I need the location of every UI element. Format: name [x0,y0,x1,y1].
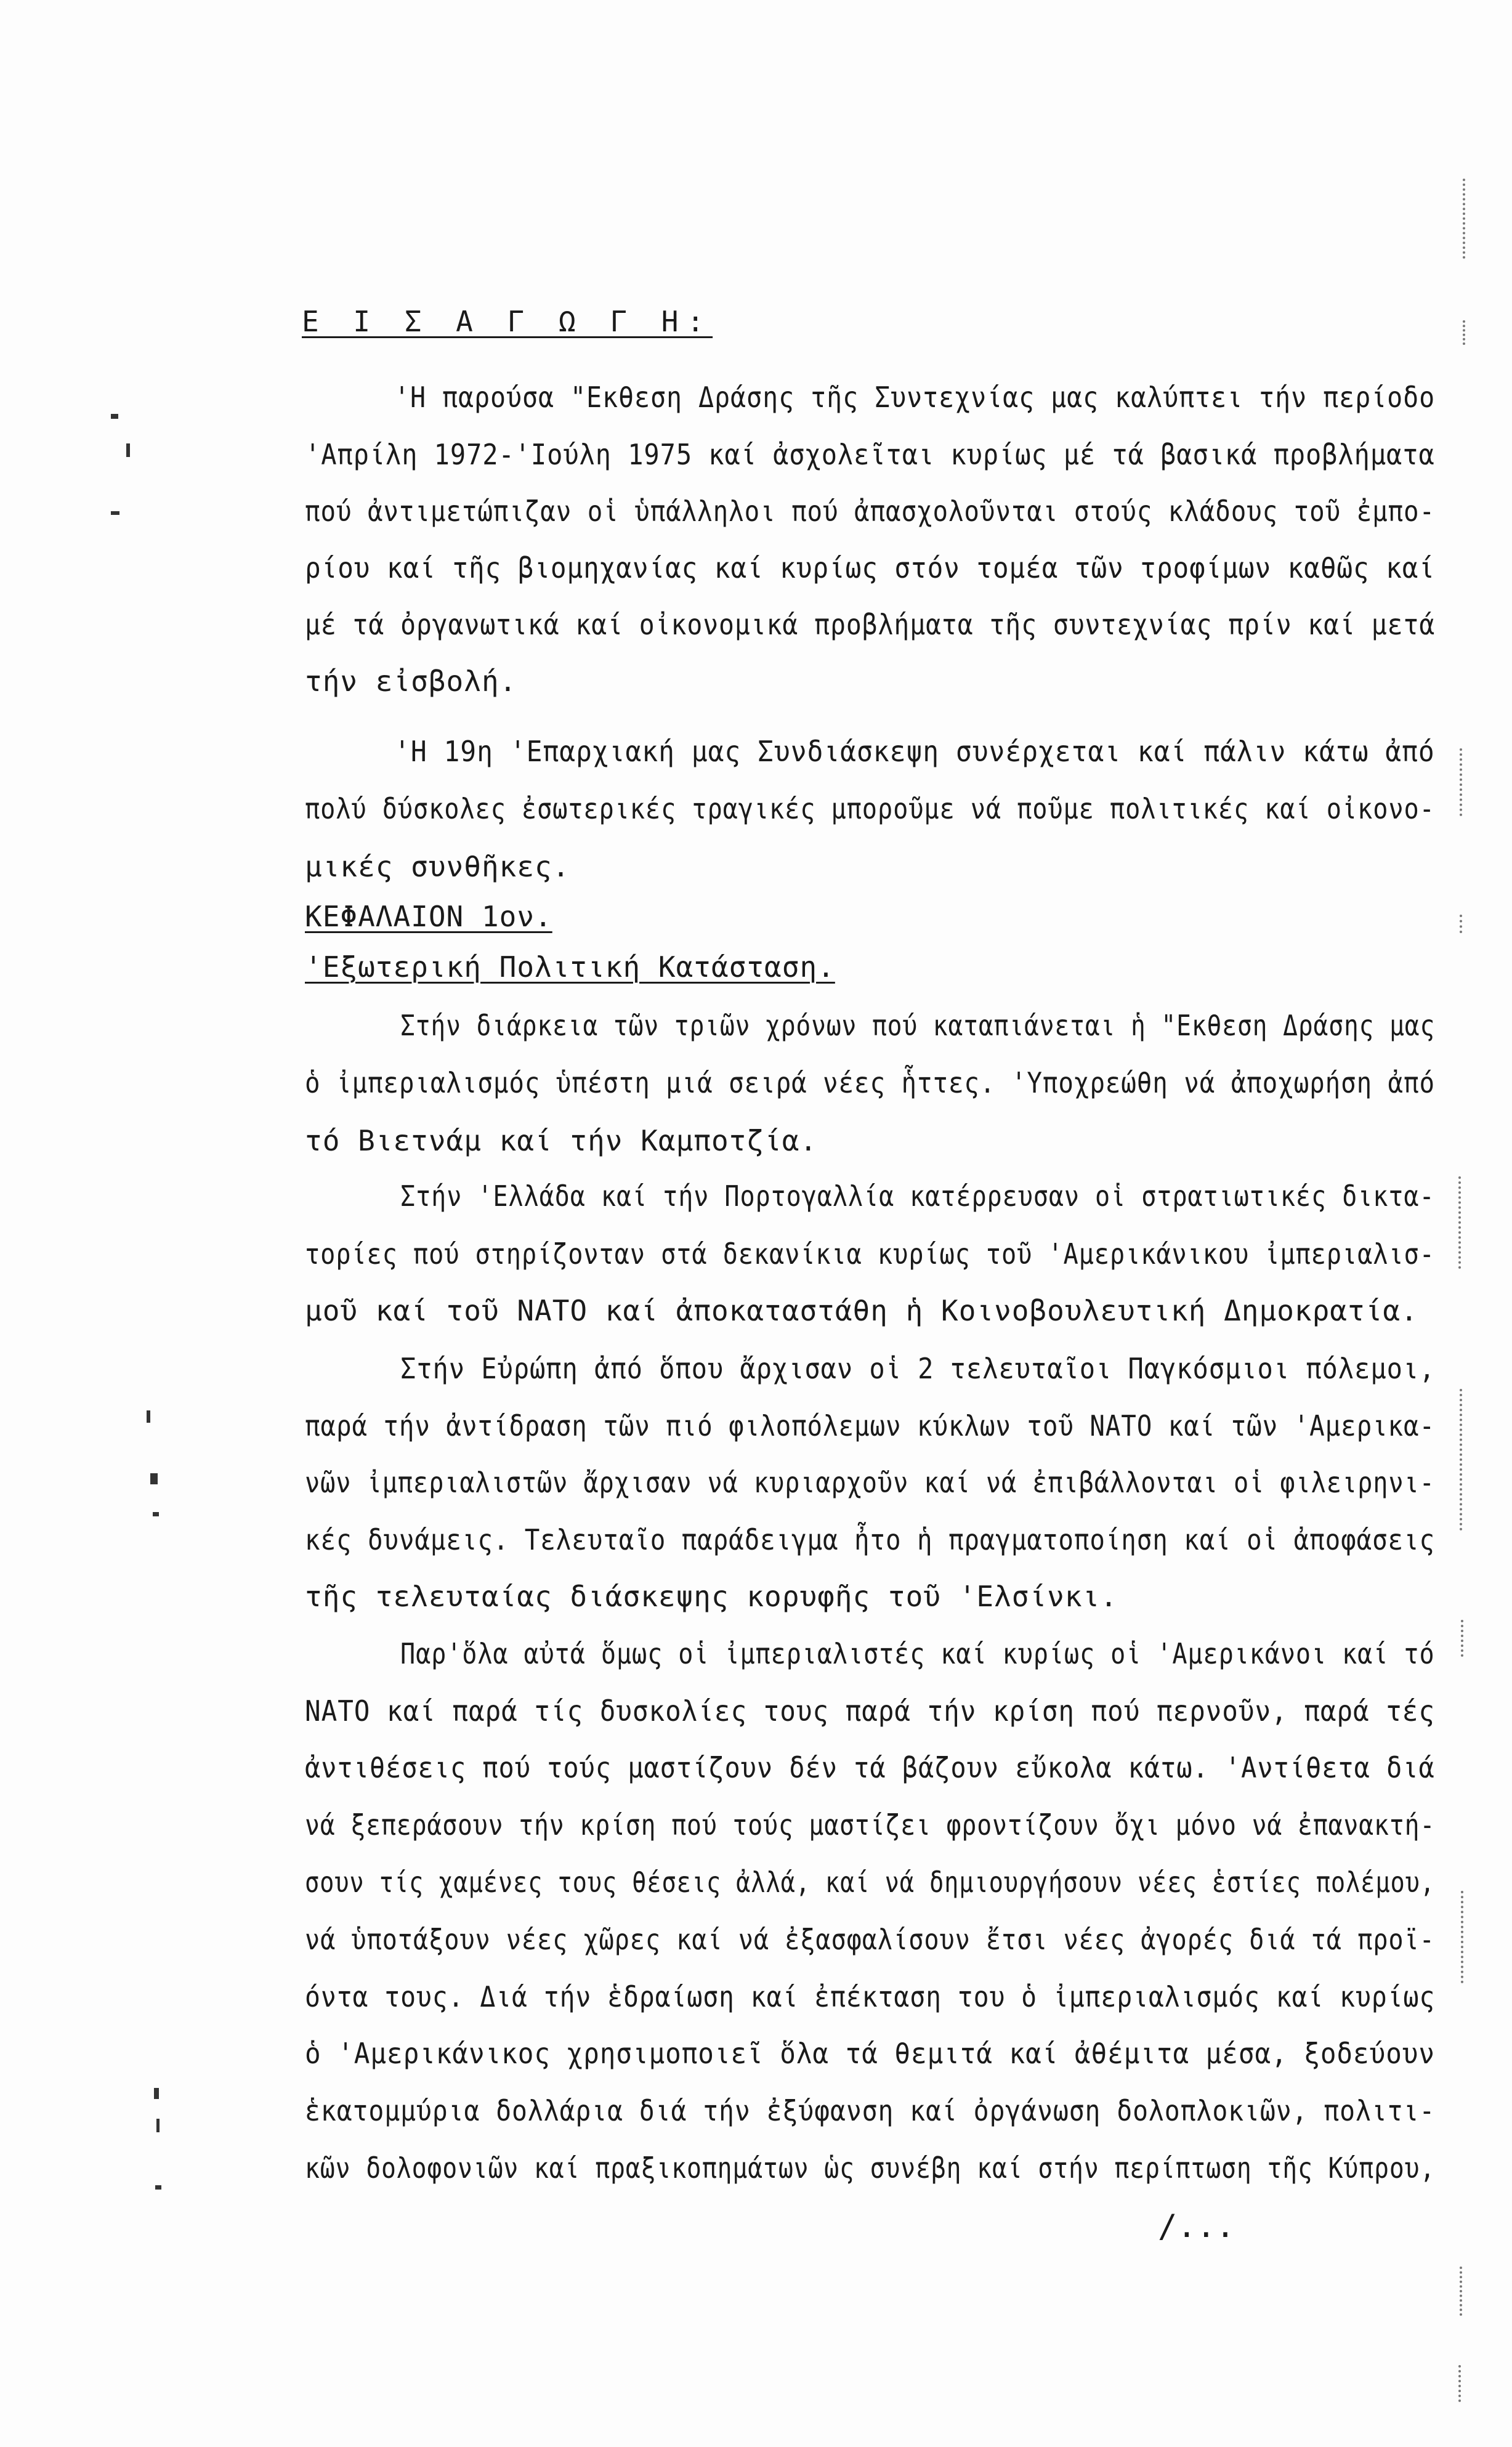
text-line: ΝΑΤΟ καί παρά τίς δυσκολίες τους παρά τήν κρίση πού περνοῦν, παρά τές [305,1694,1435,1728]
text-line: τορίες πού στηρίζονταν στά δεκανίκια κυρίως τοῦ 'Αμερικάνικου ἰμπεριαλισ- [305,1237,1435,1271]
text-line: ἑκατομμύρια δολλάρια διά τήν ἐξύφανση καί ὀργάνωση δολοπλοκιῶν, πολιτι- [305,2094,1436,2127]
text-line: τήν εἰσβολή. [305,665,517,698]
text-line: πού ἀντιμετώπιζαν οἱ ὑπάλληλοι πού ἀπασχολοῦνται στούς κλάδους τοῦ ἐμπο- [305,495,1436,528]
text-line: Στήν Εὐρώπη ἀπό ὅπου ἄρχισαν οἱ 2 τελευταῖοι Παγκόσμιοι πόλεμοι, [400,1352,1436,1385]
chapter-heading: ΚΕΦΑΛΑΙΟΝ 1ον. [305,900,552,933]
text-line: 'Απρίλη 1972-'Ιούλη 1975 καί ἀσχολεῖται κυρίως μέ τά βασικά προβλήματα [305,438,1435,471]
text-line: μοῦ καί τοῦ ΝΑΤΟ καί ἀποκαταστάθη ἡ Κοινοβουλευτική Δημοκρατία. [305,1294,1418,1327]
text-line: πολύ δύσκολες ἐσωτερικές τραγικές μποροῦμε νά ποῦμε πολιτικές καί οἰκονο- [305,792,1435,825]
margin-mark [150,1473,158,1484]
text-line: 'Η παρούσα "Εκθεση Δράσης τῆς Συντεχνίας μας καλύπτει τήν περίοδο [394,381,1436,414]
text-line: Παρ'ὅλα αὐτά ὅμως οἱ ἰμπεριαλιστές καί κυρίως οἱ 'Αμερικάνοι καί τό [400,1637,1435,1670]
margin-mark [156,2119,160,2132]
margin-mark [153,1512,159,1516]
margin-dots [1460,1389,1465,1531]
margin-mark [111,511,119,515]
margin-dots [1463,320,1468,345]
text-line: όντα τους. Διά τήν ἑδραίωση καί ἐπέκταση του ὁ ἰμπεριαλισμός καί κυρίως [305,1980,1436,2013]
text-line: κές δυνάμεις. Τελευταῖο παράδειγμα ἦτο ἡ πραγματοποίηση καί οἱ ἀποφάσεις [305,1523,1436,1556]
text-line: κῶν δολοφονιῶν καί πραξικοπημάτων ὡς συνέβη καί στήν περίπτωση τῆς Κύπρου, [305,2151,1436,2185]
text-line: μικές συνθῆκες. [305,850,570,883]
margin-mark [126,443,130,457]
margin-mark [147,1410,150,1423]
text-line: νῶν ἰμπεριαλιστῶν ἄρχισαν νά κυριαρχοῦν καί νά ἐπιβάλλονται οἱ φιλειρηνι- [305,1466,1435,1499]
margin-dots [1461,1620,1466,1657]
text-line: παρά τήν ἀντίδραση τῶν πιό φιλοπόλεμων κύκλων τοῦ ΝΑΤΟ καί τῶν 'Αμερικα- [305,1409,1436,1442]
text-line: Στήν 'Ελλάδα καί τήν Πορτογαλλία κατέρρευσαν οἱ στρατιωτικές δικτα- [400,1179,1435,1213]
margin-mark [155,2185,161,2190]
text-line: Στήν διάρκεια τῶν τριῶν χρόνων πού καταπιάνεται ἡ "Εκθεση Δράσης μας [400,1009,1436,1042]
section-heading: 'Εξωτερική Πολιτική Κατάσταση. [305,950,835,984]
text-line: ρίου καί τῆς βιομηχανίας καί κυρίως στόν τομέα τῶν τροφίμων καθῶς καί [305,551,1435,584]
margin-mark [154,2088,159,2099]
text-line: ἀντιθέσεις πού τούς μαστίζουν δέν τά βάζουν εὔκολα κάτω. 'Αντίθετα διά [305,1751,1435,1784]
text-line: νά ὑποτάξουν νέες χῶρες καί νά ἐξασφαλίσουν ἔτσι νέες ἀγορές διά τά προϊ- [305,1923,1435,1956]
text-line: 'Η 19η 'Επαρχιακή μας Συνδιάσκεψη συνέρχεται καί πάλιν κάτω ἀπό [394,735,1435,768]
margin-dots [1463,179,1468,259]
margin-dots [1458,2365,1463,2402]
text-line: τῆς τελευταίας διάσκεψης κορυφῆς τοῦ 'Ελσίνκι. [305,1580,1118,1613]
document-title: Ε Ι Σ Α Γ Ω Γ Η: [302,305,713,338]
text-line: σουν τίς χαμένες τους θέσεις ἀλλά, καί νά δημιουργήσουν νέες ἑστίες πολέμου, [305,1866,1435,1899]
continuation-mark: /... [1158,2208,1235,2245]
margin-dots [1458,1176,1463,1269]
margin-dots [1460,915,1465,933]
margin-dots [1460,2267,1465,2316]
margin-dots [1460,748,1465,816]
margin-dots [1461,1891,1466,1983]
text-line: ὁ 'Αμερικάνικος χρησιμοποιεῖ ὅλα τά θεμιτά καί ἀθέμιτα μέσα, ξοδεύουν [305,2037,1435,2070]
text-line: τό Βιετνάμ καί τήν Καμποτζία. [305,1124,818,1157]
text-line: ὁ ἰμπεριαλισμός ὑπέστη μιά σειρά νέες ἧττες. 'Υποχρεώθη νά ἀποχωρήση ἀπό [305,1066,1436,1099]
text-line: νά ξεπεράσουν τήν κρίση πού τούς μαστίζει φροντίζουν ὄχι μόνο νά ἐπανακτή- [305,1808,1436,1842]
text-line: μέ τά ὀργανωτικά καί οἰκονομικά προβλήματα τῆς συντεχνίας πρίν καί μετά [305,608,1436,641]
margin-mark [111,414,118,419]
